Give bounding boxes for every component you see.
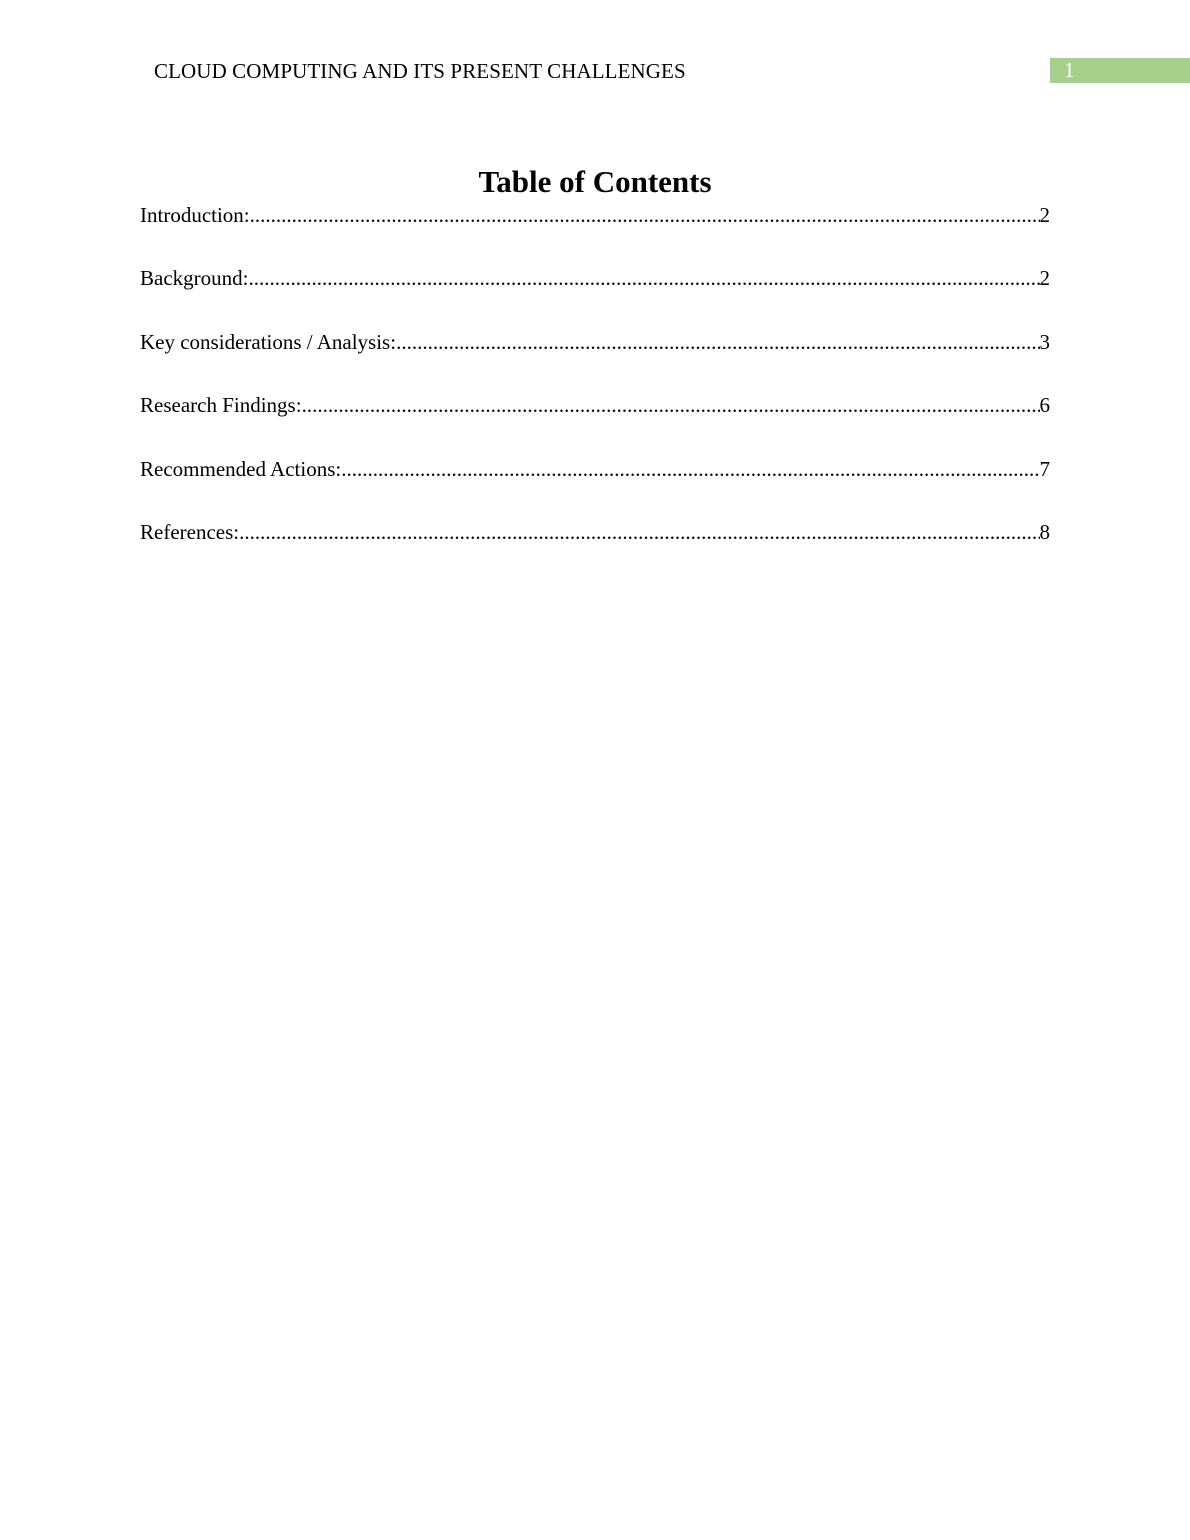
toc-entry-page-number: 6 <box>1039 393 1050 418</box>
toc-entry-label: Introduction: <box>140 203 250 227</box>
toc-entry-background[interactable] <box>140 264 1050 327</box>
toc-entry-page-number: 8 <box>1039 519 1050 544</box>
toc-dot-leader <box>341 455 1039 483</box>
toc-entry-label: Recommended Actions: <box>140 456 342 481</box>
toc-title: Table of Contents <box>478 164 712 199</box>
toc-dot-leader <box>396 328 1039 356</box>
toc-entry-page-number: 7 <box>1039 456 1050 481</box>
toc-entry-label: Background: <box>140 266 249 291</box>
toc-dot-leader <box>239 518 1039 546</box>
toc-entry-research-findings[interactable] <box>140 391 1050 454</box>
toc-entry-introduction[interactable] <box>140 201 1050 264</box>
toc-entry-page-number: 2 <box>1039 203 1050 227</box>
toc-entry-recommended-actions[interactable] <box>140 455 1050 518</box>
toc-entry-page-number: 3 <box>1039 329 1050 354</box>
toc-list <box>140 201 1050 581</box>
toc-entry-label: Key considerations / Analysis: <box>140 329 397 354</box>
toc-entry-page-number: 2 <box>1039 266 1050 291</box>
toc-entry-label: References: <box>140 519 240 544</box>
toc-dot-leader <box>250 201 1040 229</box>
toc-dot-leader <box>248 264 1039 292</box>
toc-entry-label: Research Findings: <box>140 393 302 418</box>
page-number-box <box>1050 58 1190 83</box>
running-head: CLOUD COMPUTING AND ITS PRESENT CHALLENGES <box>154 59 686 83</box>
toc-dot-leader <box>302 391 1040 419</box>
toc-entry-key-considerations[interactable] <box>140 328 1050 391</box>
toc-entry-references[interactable] <box>140 518 1050 581</box>
page-number: 1 <box>1064 58 1075 82</box>
